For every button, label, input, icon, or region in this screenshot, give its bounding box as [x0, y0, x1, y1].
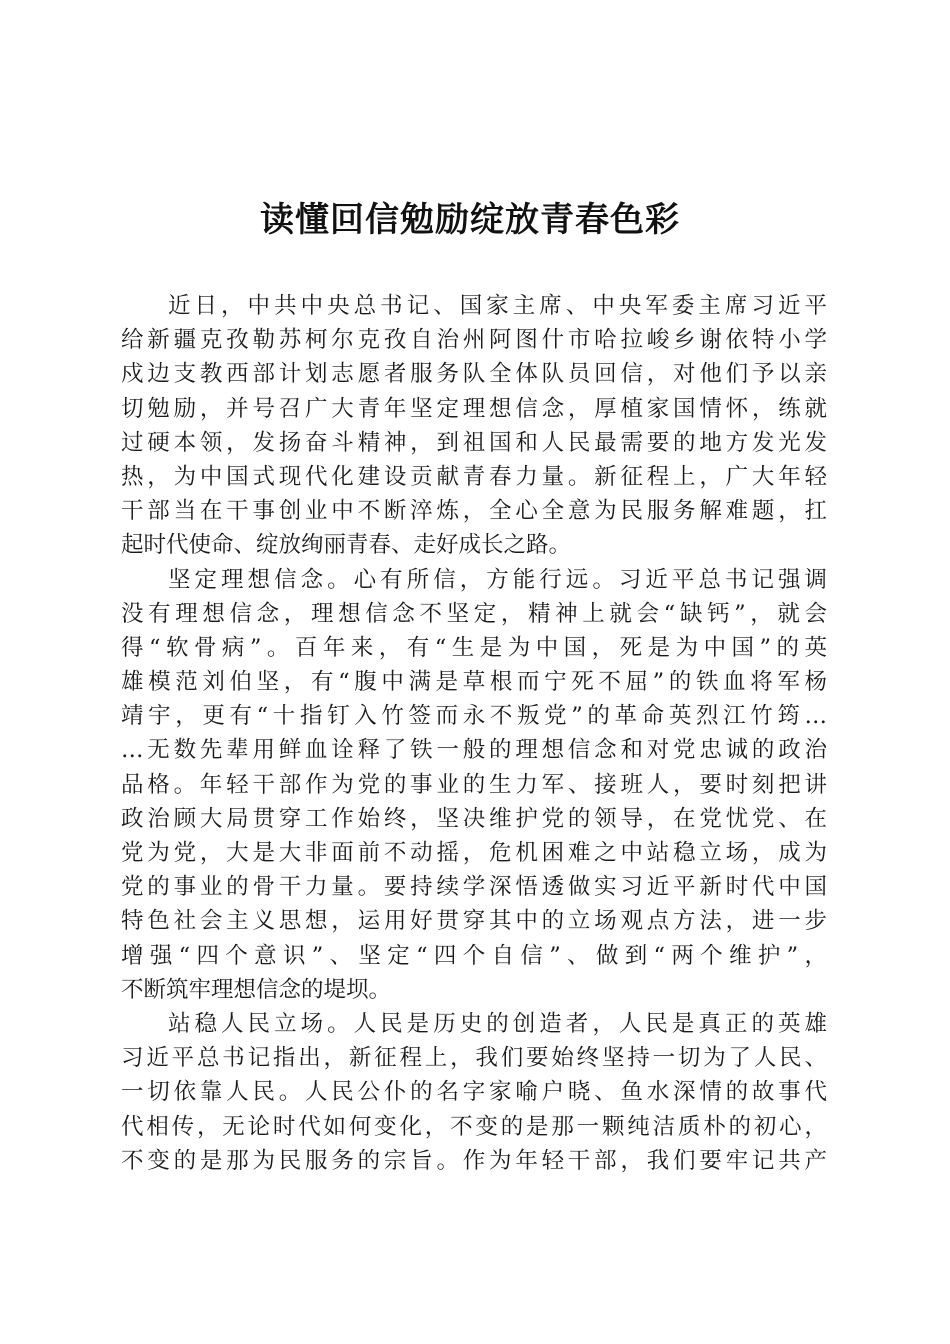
text-line: 代相传，无论时代如何变化，不变的是那一颗纯洁质朴的初心，	[121, 1113, 827, 1140]
text-line: 给新疆克孜勒苏柯尔克孜自治州阿图什市哈拉峻乡谢依特小学	[121, 327, 827, 354]
text-line: 近日，中共中央总书记、国家主席、中央军委主席习近平	[168, 293, 827, 319]
text-line: 切勉励，并号召广大青年坚定理想信念，厚植家国情怀，练就	[121, 395, 827, 422]
text-line: 过硬本领，发扬奋斗精神，到祖国和人民最需要的地方发光发	[121, 429, 827, 456]
paragraph	[121, 289, 827, 563]
paragraph	[121, 1007, 827, 1178]
text-line: 得“软骨病”。百年来，有“生是为中国，死是为中国”的英	[121, 634, 827, 661]
text-line: 坚定理想信念。心有所信，方能行远。习近平总书记强调	[168, 566, 827, 593]
article-body	[121, 289, 827, 1178]
text-line: 起时代使命、绽放绚丽青春、走好成长之路。	[121, 532, 572, 559]
text-line: 品格。年轻干部作为党的事业的生力军、接班人，要时刻把讲	[121, 771, 827, 798]
text-line: 戍边支教西部计划志愿者服务队全体队员回信，对他们予以亲	[121, 361, 827, 388]
text-line: 站稳人民立场。人民是历史的创造者，人民是真正的英雄	[168, 1010, 827, 1037]
text-line: 特色社会主义思想，运用好贯穿其中的立场观点方法，进一步	[121, 908, 827, 935]
text-line: 党的事业的骨干力量。要持续学深悟透做实习近平新时代中国	[121, 874, 827, 901]
paragraph	[121, 563, 827, 1007]
text-line: 雄模范刘伯坚，有“腹中满是草根而宁死不屈”的铁血将军杨	[121, 669, 827, 696]
text-line: 热，为中国式现代化建设贡献青春力量。新征程上，广大年轻	[121, 463, 827, 490]
text-line: 党为党，大是大非面前不动摇，危机困难之中站稳立场，成为	[121, 840, 827, 866]
text-line: 不变的是那为民服务的宗旨。作为年轻干部，我们要牢记共产	[121, 1147, 827, 1174]
text-line: 增强“四个意识”、坚定“四个自信”、做到“两个维护”，	[121, 942, 827, 969]
page-title: 读懂回信勉励绽放青春色彩	[260, 200, 680, 240]
text-line: 政治顾大局贯穿工作始终，坚决维护党的领导，在党忧党、在	[121, 805, 827, 832]
text-line: …无数先辈用鲜血诠释了铁一般的理想信念和对党忠诚的政治	[121, 737, 827, 764]
text-line: 没有理想信念，理想信念不坚定，精神上就会“缺钙”，就会	[121, 600, 827, 627]
text-line: 一切依靠人民。人民公仆的名字家喻户晓、鱼水深情的故事代	[121, 1079, 827, 1106]
text-line: 不断筑牢理想信念的堤坝。	[121, 976, 392, 1003]
text-line: 习近平总书记指出，新征程上，我们要始终坚持一切为了人民、	[121, 1045, 827, 1072]
text-line: 干部当在干事创业中不断淬炼，全心全意为民服务解难题，扛	[121, 498, 827, 525]
text-line: 靖宇，更有“十指钉入竹签而永不叛党”的革命英烈江竹筠…	[121, 703, 827, 730]
